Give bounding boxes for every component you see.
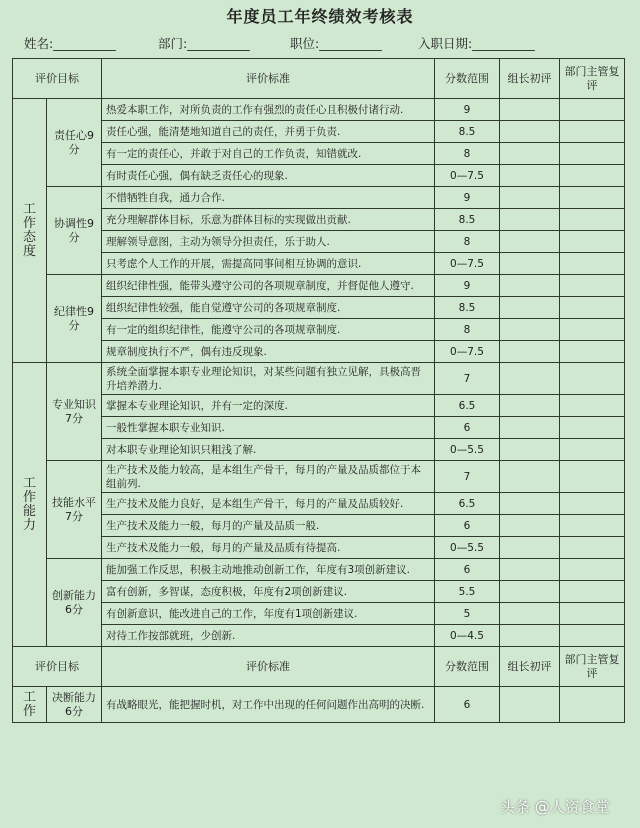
manager-eval-input[interactable] [560,515,625,537]
category-cell: 工作能力 [13,363,47,647]
name-field[interactable]: 姓名:__________ [24,36,116,51]
score-range-cell: 6 [435,417,500,439]
header-standard: 评价标准 [102,59,435,99]
criterion-text: 对本职专业理论知识只粗浅了解. [102,439,435,461]
manager-eval-input[interactable] [560,253,625,275]
category-cell: 工作 [13,687,47,723]
leader-eval-input[interactable] [500,537,560,559]
score-range-cell: 8.5 [435,121,500,143]
leader-eval-input[interactable] [500,363,560,395]
subcategory-cell: 技能水平 7分 [47,461,102,559]
leader-eval-input[interactable] [500,319,560,341]
manager-eval-input[interactable] [560,297,625,319]
score-range-cell: 0—7.5 [435,341,500,363]
criterion-text: 对待工作按部就班，少创新. [102,625,435,647]
leader-eval-input[interactable] [500,461,560,493]
info-fields [0,34,640,54]
score-range-cell: 5 [435,603,500,625]
table-row [13,297,625,319]
score-range-cell: 0—4.5 [435,625,500,647]
category-cell: 工作态度 [13,99,47,363]
table-row [13,439,625,461]
leader-eval-input[interactable] [500,275,560,297]
manager-eval-input[interactable] [560,187,625,209]
leader-eval-input[interactable] [500,603,560,625]
header-row [13,59,625,99]
score-range-cell: 8.5 [435,297,500,319]
score-range-cell: 7 [435,363,500,395]
criterion-text: 生产技术及能力较高，是本组生产骨干，每月的产量及品质都位于本组前列. [102,461,435,493]
score-range-cell: 6 [435,515,500,537]
table-row [13,417,625,439]
header-target: 评价目标 [13,59,102,99]
leader-eval-input[interactable] [500,165,560,187]
criterion-text: 不惜牺牲自我，通力合作. [102,187,435,209]
evaluation-table [12,58,625,723]
score-range-cell: 0—7.5 [435,165,500,187]
score-range-cell: 8.5 [435,209,500,231]
leader-eval-input[interactable] [500,341,560,363]
table-row [13,625,625,647]
manager-eval-input[interactable] [560,417,625,439]
header-standard: 评价标准 [102,647,435,687]
criterion-text: 责任心强，能清楚地知道自己的责任，并勇于负责. [102,121,435,143]
subcategory-cell: 创新能力6分 [47,559,102,647]
criterion-text: 理解领导意图，主动为领导分担责任，乐于助人. [102,231,435,253]
manager-eval-input[interactable] [560,99,625,121]
criterion-text: 能加强工作反思，积极主动地推动创新工作，年度有3项创新建议. [102,559,435,581]
header-manager-eval: 部门主管复评 [560,59,625,99]
form-title: 年度员工年终绩效考核表 [226,7,414,26]
leader-eval-input[interactable] [500,297,560,319]
leader-eval-input[interactable] [500,493,560,515]
score-range-cell: 8 [435,143,500,165]
manager-eval-input[interactable] [560,625,625,647]
table-row [13,395,625,417]
criterion-text: 有时责任心强，偶有缺乏责任心的现象. [102,165,435,187]
criterion-text: 掌握本专业理论知识，并有一定的深度. [102,395,435,417]
header-target: 评价目标 [13,647,102,687]
criterion-text: 只考虑个人工作的开展，需提高同事间相互协调的意识. [102,253,435,275]
manager-eval-input[interactable] [560,209,625,231]
criterion-text: 组织纪律性较强，能自觉遵守公司的各项规章制度. [102,297,435,319]
header-score-range: 分数范围 [435,59,500,99]
table-row [13,209,625,231]
table-row [13,537,625,559]
header-manager-eval: 部门主管复评 [560,647,625,687]
subcategory-cell: 决断能力6分 [47,687,102,723]
dept-field[interactable]: 部门:__________ [158,36,250,51]
leader-eval-input[interactable] [500,121,560,143]
table-row [13,165,625,187]
header-leader-eval: 组长初评 [500,647,560,687]
subcategory-cell: 协调性9分 [47,187,102,275]
score-range-cell: 6.5 [435,395,500,417]
table-row [13,275,625,297]
leader-eval-input[interactable] [500,209,560,231]
score-range-cell: 9 [435,99,500,121]
leader-eval-input[interactable] [500,687,560,723]
manager-eval-input[interactable] [560,439,625,461]
manager-eval-input[interactable] [560,231,625,253]
score-range-cell: 9 [435,275,500,297]
header-score-range: 分数范围 [435,647,500,687]
criterion-text: 富有创新，多智谋，态度积极，年度有2项创新建议. [102,581,435,603]
manager-eval-input[interactable] [560,493,625,515]
criterion-text: 生产技术及能力一般，每月的产量及品质一般. [102,515,435,537]
leader-eval-input[interactable] [500,395,560,417]
table-row [13,559,625,581]
criterion-text: 一般性掌握本职专业知识. [102,417,435,439]
criterion-text: 有一定的组织纪律性，能遵守公司的各项规章制度. [102,319,435,341]
table-row [13,143,625,165]
table-row [13,581,625,603]
leader-eval-input[interactable] [500,99,560,121]
leader-eval-input[interactable] [500,625,560,647]
score-range-cell: 5.5 [435,581,500,603]
table-row [13,341,625,363]
score-range-cell: 0—5.5 [435,439,500,461]
leader-eval-input[interactable] [500,253,560,275]
header-leader-eval: 组长初评 [500,59,560,99]
table-row [13,363,625,395]
subcategory-cell: 纪律性9分 [47,275,102,363]
criterion-text: 充分理解群体目标，乐意为群体目标的实现做出贡献. [102,209,435,231]
criterion-text: 有一定的责任心，并敢于对自己的工作负责，知错就改. [102,143,435,165]
table-row [13,99,625,121]
score-range-cell: 6.5 [435,493,500,515]
criterion-text: 生产技术及能力良好，是本组生产骨干，每月的产量及品质较好. [102,493,435,515]
leader-eval-input[interactable] [500,187,560,209]
manager-eval-input[interactable] [560,603,625,625]
manager-eval-input[interactable] [560,121,625,143]
score-range-cell: 0—7.5 [435,253,500,275]
table-row [13,121,625,143]
leader-eval-input[interactable] [500,143,560,165]
watermark: 头条 @人资食堂 [500,798,610,816]
score-range-cell: 8 [435,231,500,253]
manager-eval-input[interactable] [560,341,625,363]
manager-eval-input[interactable] [560,461,625,493]
join-date-field[interactable]: 入职日期:__________ [418,36,535,51]
score-range-cell: 6 [435,559,500,581]
leader-eval-input[interactable] [500,439,560,461]
leader-eval-input[interactable] [500,559,560,581]
leader-eval-input[interactable] [500,417,560,439]
criterion-text: 组织纪律性强，能带头遵守公司的各项规章制度，并督促他人遵守. [102,275,435,297]
table-row [13,253,625,275]
table-row [13,319,625,341]
manager-eval-input[interactable] [560,143,625,165]
table-row [13,687,625,723]
score-range-cell: 0—5.5 [435,537,500,559]
manager-eval-input[interactable] [560,537,625,559]
footer-header-row [13,647,625,687]
subcategory-cell: 责任心9分 [47,99,102,187]
criterion-text: 有创新意识，能改进自己的工作，年度有1项创新建议. [102,603,435,625]
manager-eval-input[interactable] [560,275,625,297]
score-range-cell: 9 [435,187,500,209]
table-row [13,461,625,493]
manager-eval-input[interactable] [560,395,625,417]
table-row [13,603,625,625]
manager-eval-input[interactable] [560,363,625,395]
manager-eval-input[interactable] [560,581,625,603]
table-row [13,231,625,253]
score-range-cell: 6 [435,687,500,723]
criterion-text: 规章制度执行不严，偶有违反现象. [102,341,435,363]
table-row [13,493,625,515]
table-row [13,187,625,209]
manager-eval-input[interactable] [560,319,625,341]
manager-eval-input[interactable] [560,165,625,187]
subcategory-cell: 专业知识 7分 [47,363,102,461]
position-field[interactable]: 职位:__________ [290,36,382,51]
leader-eval-input[interactable] [500,581,560,603]
leader-eval-input[interactable] [500,231,560,253]
criterion-text: 热爱本职工作，对所负责的工作有强烈的责任心且积极付诸行动. [102,99,435,121]
score-range-cell: 8 [435,319,500,341]
score-range-cell: 7 [435,461,500,493]
criterion-text: 生产技术及能力一般，每月的产量及品质有待提高. [102,537,435,559]
criterion-text: 有战略眼光，能把握时机，对工作中出现的任何问题作出高明的决断. [102,687,435,723]
criterion-text: 系统全面掌握本职专业理论知识，对某些问题有独立见解，具极高晋升培养潜力. [102,363,435,395]
manager-eval-input[interactable] [560,687,625,723]
table-row [13,515,625,537]
manager-eval-input[interactable] [560,559,625,581]
leader-eval-input[interactable] [500,515,560,537]
